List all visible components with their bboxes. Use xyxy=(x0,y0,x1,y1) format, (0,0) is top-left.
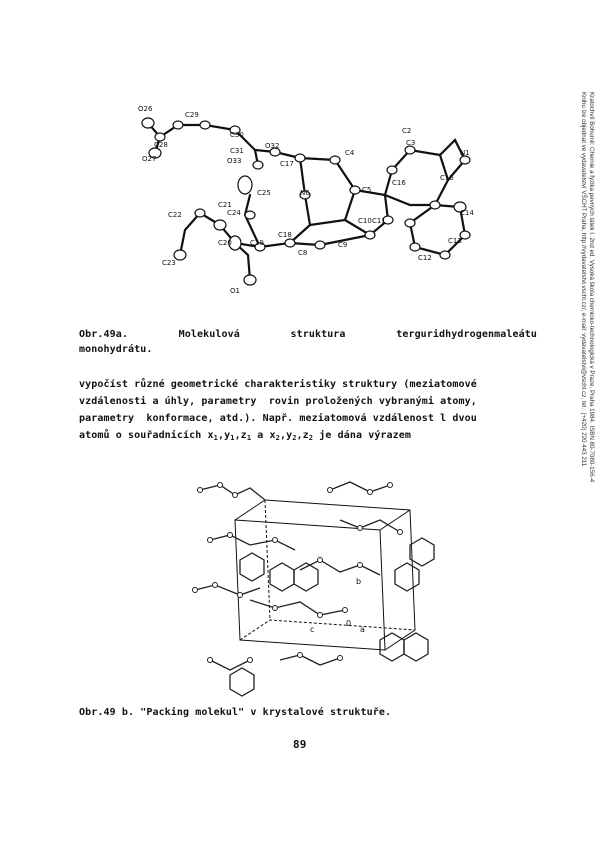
atom-label: O33 xyxy=(227,157,242,165)
subscript: 1 xyxy=(213,434,218,442)
subscript: 2 xyxy=(308,434,314,442)
atom-label: O26 xyxy=(138,105,153,113)
atom-label: C8 xyxy=(298,249,308,257)
atom-label: C28 xyxy=(154,141,168,149)
aromatic-rings xyxy=(230,538,434,696)
atom-label: C4 xyxy=(345,149,355,157)
atom-label: C29 xyxy=(185,111,199,119)
atom-label: C25 xyxy=(257,189,271,197)
atom-label: C13 xyxy=(448,237,462,245)
atom-label: C31 xyxy=(230,147,244,155)
figure-caption-a-continuation: monohydrátu. xyxy=(79,344,153,355)
paragraph-line: parametry konformace, atd.). Např. meziatomová vzdálenost l dvou xyxy=(79,413,477,424)
side-note-line: Kratochvíl Bohumil: Chemie a fyzika pevných látek I. 2nd ed. Vysoká škola chemicko-technologická v Praze, Praha 1984. ISBN 80-7080-156-4 xyxy=(588,92,595,483)
axis-label-b: b xyxy=(356,577,362,586)
page-number: 89 xyxy=(293,738,307,751)
atom-label: O1 xyxy=(230,287,240,295)
atom-label: C5 xyxy=(362,186,372,194)
molecule-bonds xyxy=(195,482,400,670)
caption-word: Molekulová xyxy=(178,329,240,340)
crystal-packing-figure xyxy=(180,460,450,700)
text-run: ,y xyxy=(217,430,231,441)
molecular-structure-figure xyxy=(130,95,490,310)
atom-label: C19 xyxy=(250,239,264,247)
atom-label: C16 xyxy=(392,179,406,187)
atom-label: C10 xyxy=(358,217,372,225)
text-run: ,y xyxy=(279,430,293,441)
caption-word: struktura xyxy=(290,329,346,340)
caption-label: Obr.49a. xyxy=(79,329,128,340)
atom-dots xyxy=(193,483,403,663)
axis-label-origin: 0 xyxy=(346,619,352,628)
atom-label: O32 xyxy=(265,142,280,150)
side-note-line: Knihu lze objednat ve vydavatelství VŠCHT Praha, http://vydavatelstvi.vscht.cz/, e-mail: vydavatelstvi@vscht.cz, tel.: (+420) 220 443 211 xyxy=(580,92,587,467)
caption-word: terguridhydrogenmaleátu xyxy=(396,329,537,340)
subscript: 1 xyxy=(230,434,235,442)
atom-label: N6 xyxy=(300,189,310,197)
paragraph-line xyxy=(79,430,411,442)
atom-label: C20 xyxy=(218,239,232,247)
subscript: 2 xyxy=(292,434,297,442)
atom-label: C12 xyxy=(418,254,432,262)
atom-label: N1 xyxy=(460,149,470,157)
axis-label-c: c xyxy=(310,625,315,634)
atom-label: C21 xyxy=(218,201,232,209)
atom-label: C23 xyxy=(162,259,176,267)
atom-label: C14 xyxy=(460,209,474,217)
atom-label: C17 xyxy=(280,160,294,168)
text-run: atomů o souřadnicích x xyxy=(79,430,214,441)
atom-label: C18 xyxy=(278,231,292,239)
paragraph-line: vzdálenosti a úhly, parametry rovin proložených vybranými atomy, xyxy=(79,396,477,407)
side-note xyxy=(565,92,595,542)
axis-label-a: a xyxy=(360,625,365,634)
figure-caption-b: Obr.49 b. "Packing molekul" v krystalové struktuře. xyxy=(79,707,392,718)
atom-label: C11 xyxy=(372,217,386,225)
atom-label: C9 xyxy=(338,241,348,249)
paragraph-line: vypočíst různé geometrické charakteristiky struktury (meziatomové xyxy=(79,379,477,390)
atom-label: C22 xyxy=(168,211,182,219)
figure-caption-a xyxy=(79,329,537,340)
atom-label: C24 xyxy=(227,209,241,217)
atom-label: C30 xyxy=(230,131,244,139)
atom-label: O27 xyxy=(142,155,157,163)
text-run: ,z xyxy=(234,430,247,441)
atom-label: C3 xyxy=(406,139,416,147)
atom-label: C2 xyxy=(402,127,412,135)
subscript: 2 xyxy=(275,434,280,442)
atom-label: C15 xyxy=(440,174,454,182)
text-run: a x xyxy=(251,430,276,441)
text-run: je dána výrazem xyxy=(313,430,412,441)
subscript: 1 xyxy=(246,434,252,442)
axis-labels xyxy=(310,577,365,634)
text-run: ,z xyxy=(296,430,309,441)
